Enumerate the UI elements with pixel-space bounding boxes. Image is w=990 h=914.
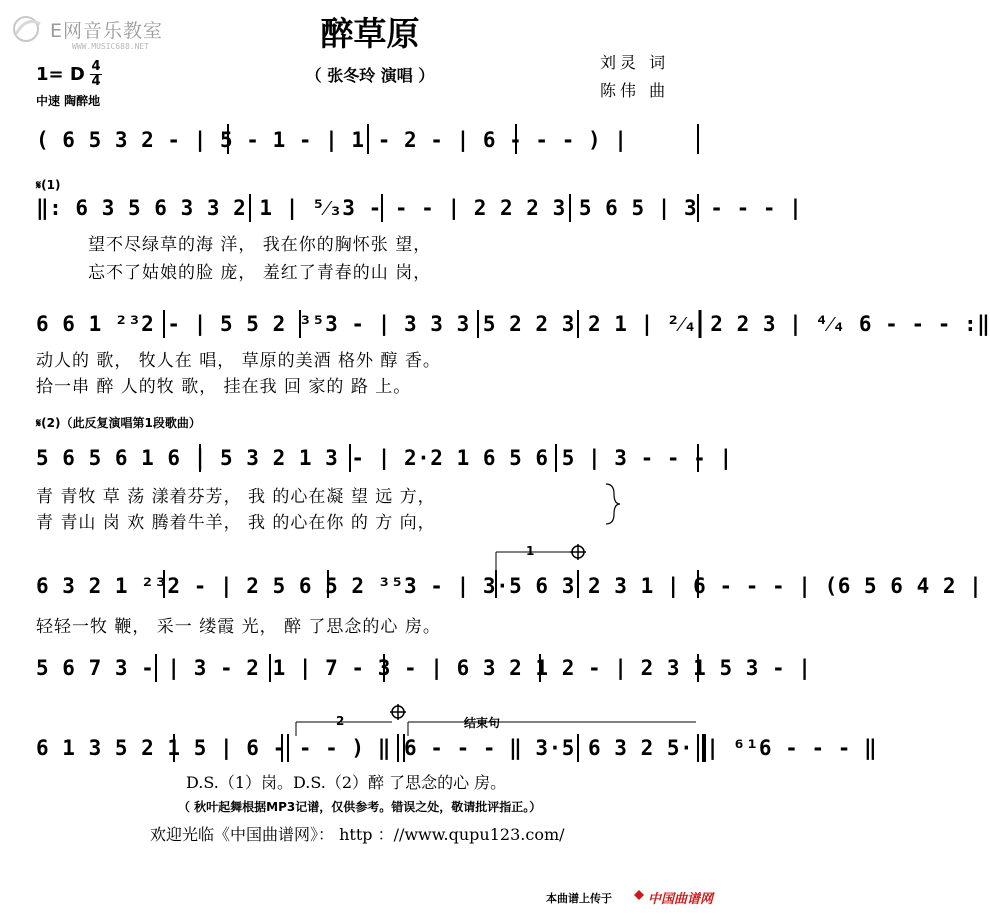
song-title: 醉草原: [320, 14, 420, 53]
segno-1-mark: 𝄋(1): [36, 178, 61, 192]
upload-label: 本曲谱上传于: [546, 892, 612, 905]
system-2-lyrics-verse-2: 忘不了姑娘的脸 庞， 羞红了青春的山 岗，: [88, 263, 432, 283]
welcome-line: 欢迎光临《中国曲谱网》： http ：//www.qupu123.com/: [150, 825, 565, 844]
system-2-notes: ‖: 6 3 5 6 3 3 2 1 | ⁵⁄₃3 - - - | 2 2 2 3 5 6 5 | 3 - - - |: [36, 196, 803, 220]
system-2-lyrics-verse-1: 望不尽绿草的海 洋， 我在你的胸怀张 望，: [88, 235, 432, 255]
singer-credit: （ 张冬玲 演唱 ）: [305, 66, 435, 85]
system-5-notes: 6 3 2 1 ²³2 - | 2 5 6 5 2 ³⁵3 - | 3·5 6 3 2 3 1 | 6 - - - | (6 5 6 4 2 |: [36, 574, 983, 598]
system-4-lyrics-verse-2: 青 青山 岗 欢 腾着牛羊， 我 的心在你 的 方 向，: [36, 513, 436, 533]
system-1-notes: ( 6 5 3 2 - | 5 - 1 - | 1 - 2 - | 6 - - - ) |: [36, 128, 628, 152]
verse-bracket: [606, 484, 620, 524]
coda-label: 结束句: [464, 716, 501, 730]
system-6-notes: 5 6 7 3 - | 3 - 2 1 | 7 - 3 - | 6 3 2 1 2 - | 2 3 1 5 3 - |: [36, 656, 812, 680]
transcription-note: （ 秋叶起舞根据MP3记谱，仅供参考。错误之处，敬请批评指正。）: [178, 800, 542, 814]
composer-credit: 陈伟 曲: [600, 81, 670, 100]
system-7-lyrics-ds: D.S.（1）岗。D.S.（2）醉 了思念的心 房。: [186, 773, 507, 792]
system-5-lyrics: 轻轻一牧 鞭， 采一 缕霞 光， 醉 了思念的心 房。: [36, 617, 441, 637]
volta-2-label: 2: [336, 714, 345, 728]
time-sig-bottom: 4: [91, 74, 101, 89]
segno-2-mark: 𝄋(2)（此反复演唱第1段歌曲）: [36, 416, 201, 430]
time-sig-top: 4: [91, 59, 101, 74]
system-4-lyrics-verse-1: 青 青牧 草 荡 漾着芬芳， 我 的心在凝 望 远 方，: [36, 487, 436, 507]
system-3-lyrics-verse-1: 动人的 歌， 牧人在 唱， 草原的美酒 格外 醇 香。: [36, 351, 441, 371]
system-4-notes: 5 6 5 6 1 6 | 5 3 2 1 3 - | 2·2 1 6 5 6 5 | 3 - - - |: [36, 446, 733, 470]
brand-name: 中国曲谱网: [648, 892, 714, 907]
watermark-site: E网音乐教室: [50, 20, 164, 42]
system-3-lyrics-verse-2: 拾一串 醉 人的牧 歌， 挂在我 回 家的 路 上。: [36, 377, 412, 397]
system-3-notes: 6 6 1 ²³2 - | 5 5 2 ³⁵3 - | 3 3 3 5 2 2 3 2 1 | ²⁄₄ 2 2 3 | ⁴⁄₄ 6 - - - :‖: [36, 312, 990, 336]
lyricist-credit: 刘灵 词: [600, 53, 670, 72]
watermark-url: WWW.MUSIC688.NET: [72, 42, 150, 51]
key-signature: 1= D: [36, 64, 85, 85]
system-7-notes: 6 1 3 5 2 1 5 | 6 - - - ) ‖ 6 - - - ‖ 3·5 6 3 2 5· | ⁶¹6 - - - ‖: [36, 736, 878, 760]
tempo-marking: 中速 陶醉地: [36, 94, 101, 108]
volta-1-label: 1: [526, 544, 535, 558]
